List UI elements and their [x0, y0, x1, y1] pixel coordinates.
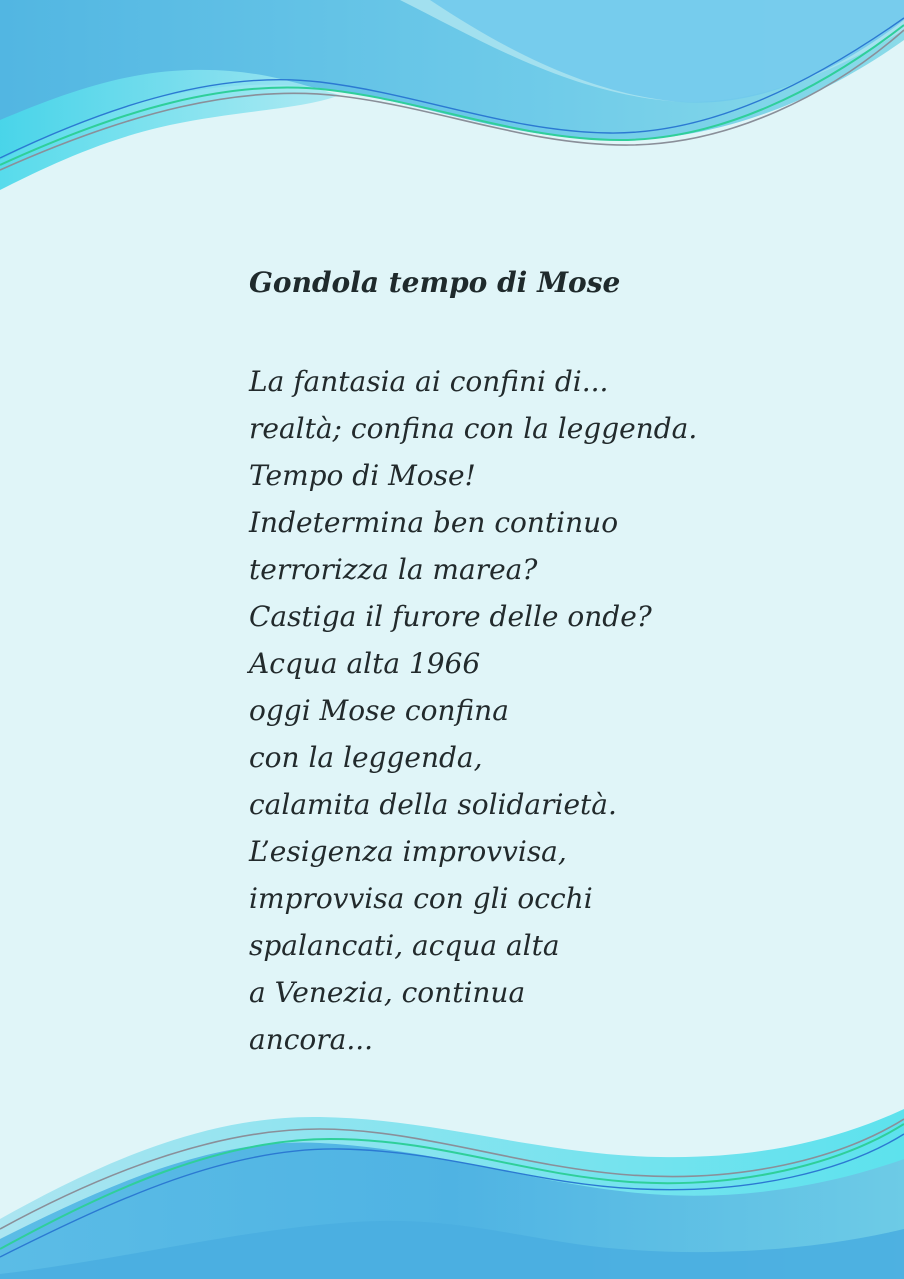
poem-line: calamita della solidarietà. — [249, 788, 617, 821]
poem-line: Indetermina ben continuo — [249, 506, 619, 539]
poem-line: Castiga il furore delle onde? — [249, 600, 652, 633]
poem-line: Acqua alta 1966 — [249, 647, 481, 680]
poem-line: realtà; confina con la leggenda. — [249, 412, 698, 445]
poem-line: La fantasia ai confini di... — [249, 365, 609, 398]
bottom-wave-decoration — [0, 1079, 904, 1279]
poem-line: oggi Mose confina — [249, 694, 509, 727]
poem-line: terrorizza la marea? — [249, 553, 538, 586]
poem-line: con la leggenda, — [249, 741, 483, 774]
top-wave-decoration — [0, 0, 904, 200]
poem-body — [249, 358, 697, 1063]
poem-line: a Venezia, continua — [249, 976, 526, 1009]
poem-line: ancora... — [249, 1023, 374, 1056]
poem-line: improvvisa con gli occhi — [249, 882, 593, 915]
poem-line: L’esigenza improvvisa, — [249, 835, 567, 868]
poem-line: spalancati, acqua alta — [249, 929, 560, 962]
poem-title: Gondola tempo di Mose — [249, 266, 621, 299]
poem-line: Tempo di Mose! — [249, 459, 476, 492]
